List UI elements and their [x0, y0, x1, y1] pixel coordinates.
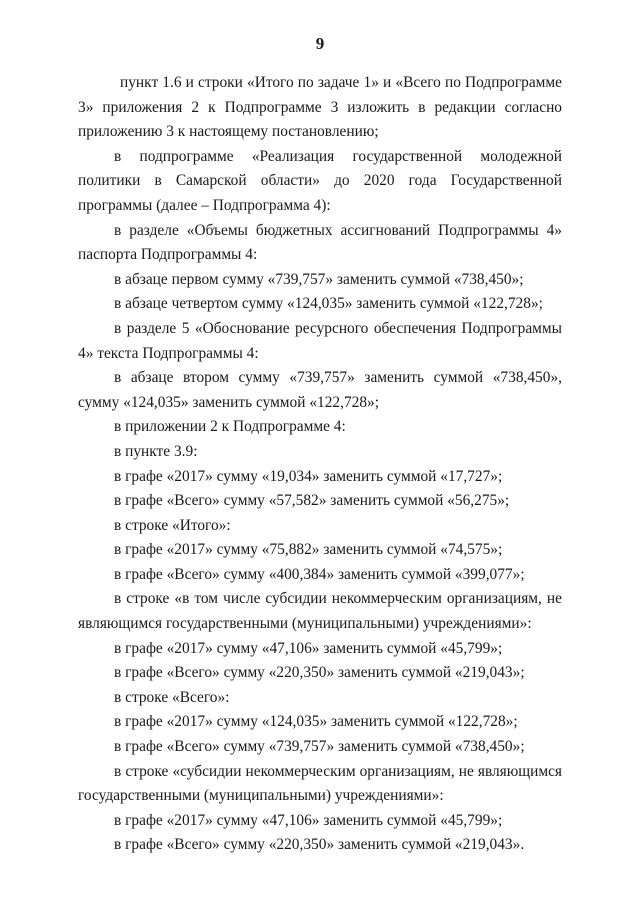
paragraph: в абзаце первом сумму «739,757» заменить суммой «738,450»;: [114, 270, 524, 288]
paragraph: в строке «субсидии некоммерческим организациям, не являющимся государственными (муниципальными) учреждениями»:: [78, 762, 562, 805]
paragraph: в графе «2017» сумму «47,106» заменить суммой «45,799»;: [114, 639, 503, 657]
paragraph: в строке «Итого»:: [114, 516, 231, 534]
page-number: 9: [315, 34, 325, 53]
paragraph: в графе «Всего» сумму «400,384» заменить суммой «399,077»;: [114, 565, 525, 583]
paragraph: в разделе «Объемы бюджетных ассигнований Подпрограммы 4» паспорта Подпрограммы 4:: [78, 221, 562, 264]
paragraph: в подпрограмме «Реализация государственной молодежной политики в Самарской области» до 2020 года Государственной программы (далее – Подпрограмма 4):: [78, 147, 562, 214]
paragraph: в графе «Всего» сумму «739,757» заменить суммой «738,450»;: [114, 738, 525, 756]
paragraph: в пункте 3.9:: [114, 442, 198, 460]
paragraph: в строке «Всего»:: [114, 688, 230, 706]
paragraph: в графе «Всего» сумму «57,582» заменить суммой «56,275»;: [114, 492, 510, 510]
paragraph: в графе «Всего» сумму «220,350» заменить суммой «219,043».: [114, 836, 525, 854]
paragraph: в графе «2017» сумму «19,034» заменить суммой «17,727»;: [114, 467, 503, 485]
paragraph: в графе «2017» сумму «47,106» заменить суммой «45,799»;: [114, 811, 503, 829]
paragraph: в графе «2017» сумму «124,035» заменить суммой «122,728»;: [114, 713, 518, 731]
paragraph: в графе «Всего» сумму «220,350» заменить суммой «219,043»;: [114, 664, 525, 682]
paragraph: в приложении 2 к Подпрограмме 4:: [114, 418, 346, 436]
paragraph: в строке «в том числе субсидии некоммерческим организациям, не являющимся государственными (муниципальными) учреждениями»:: [78, 590, 562, 633]
paragraph: в абзаце четвертом сумму «124,035» заменить суммой «122,728»;: [114, 295, 543, 313]
paragraph: в абзаце втором сумму «739,757» заменить суммой «738,450», сумму «124,035» заменить суммой «122,728»;: [78, 369, 562, 411]
paragraph: в графе «2017» сумму «75,882» заменить суммой «74,575»;: [114, 541, 503, 559]
paragraph: в разделе 5 «Обоснование ресурсного обеспечения Подпрограммы 4» текста Подпрограммы 4:: [78, 319, 562, 362]
paragraph: пункт 1.6 и строки «Итого по задаче 1» и «Всего по Подпрограмме 3» приложения 2 к Подпрограмме 3 изложить в редакции согласно приложению 3 к настоящему постановлению;: [78, 74, 562, 141]
document-body: [78, 71, 562, 858]
